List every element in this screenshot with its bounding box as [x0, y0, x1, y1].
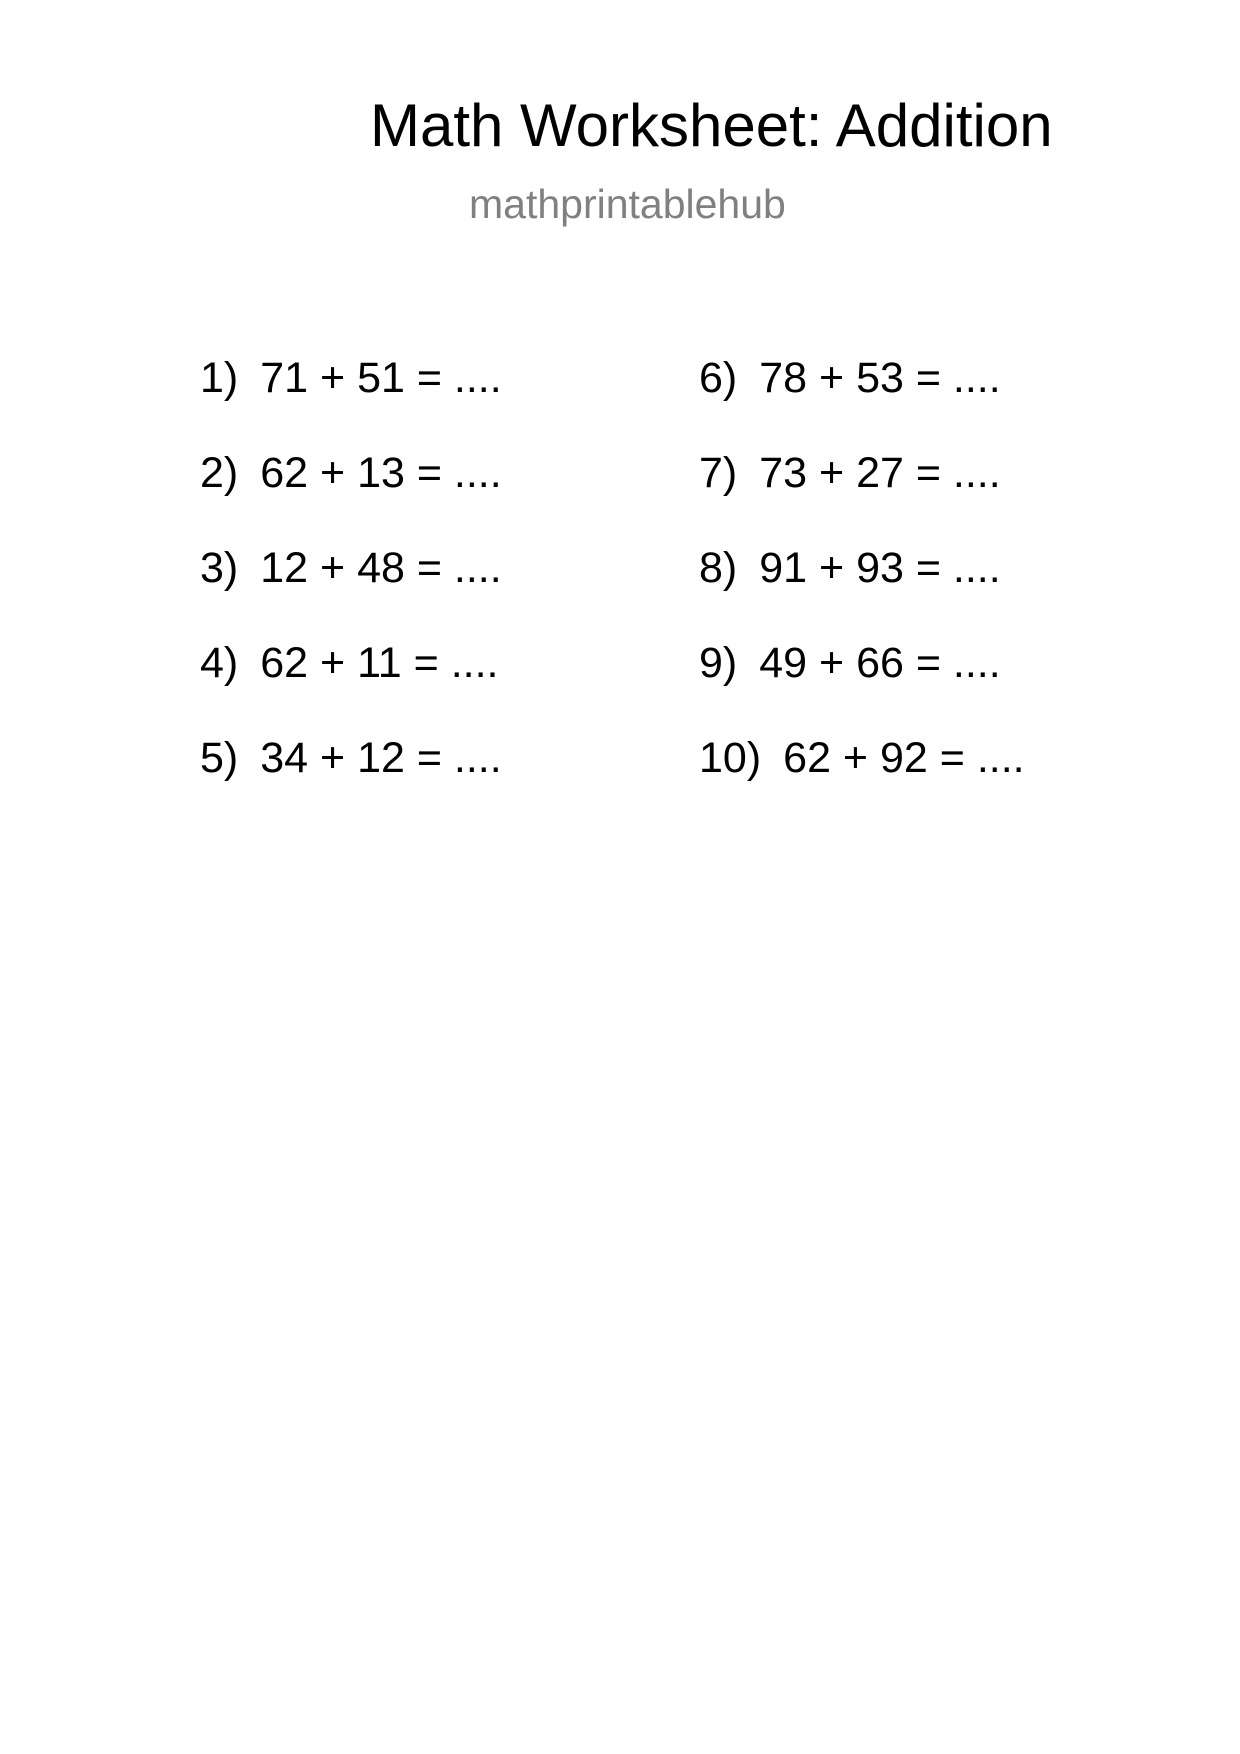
- problem-5: [200, 734, 502, 782]
- problem-8: [699, 544, 1001, 592]
- problem-9: [699, 639, 1001, 687]
- problem-expression: 62 + 92 = ....: [783, 734, 1025, 782]
- problem-number: 9): [699, 639, 738, 687]
- problem-expression: 12 + 48 = ....: [260, 544, 502, 592]
- problem-expression: 62 + 13 = ....: [260, 449, 502, 497]
- problem-10: [699, 734, 1025, 782]
- problem-expression: 62 + 11 = ....: [260, 639, 499, 687]
- problem-number: 4): [200, 639, 239, 687]
- problem-2: [200, 449, 502, 497]
- problem-expression: 91 + 93 = ....: [759, 544, 1001, 592]
- problem-number: 1): [200, 354, 239, 402]
- problem-6: [699, 354, 1001, 402]
- problem-4: [200, 639, 499, 687]
- problem-number: 7): [699, 449, 738, 497]
- problem-number: 6): [699, 354, 738, 402]
- page-subtitle: mathprintablehub: [469, 181, 786, 227]
- problem-3: [200, 544, 502, 592]
- problem-expression: 71 + 51 = ....: [260, 354, 502, 402]
- problem-expression: 73 + 27 = ....: [759, 449, 1001, 497]
- problem-expression: 34 + 12 = ....: [260, 734, 502, 782]
- page-title: Math Worksheet: Addition: [370, 92, 1053, 159]
- problem-7: [699, 449, 1001, 497]
- problem-1: [200, 354, 502, 402]
- problem-number: 3): [200, 544, 239, 592]
- problem-expression: 78 + 53 = ....: [759, 354, 1001, 402]
- problem-expression: 49 + 66 = ....: [759, 639, 1001, 687]
- problem-number: 5): [200, 734, 239, 782]
- problem-number: 2): [200, 449, 239, 497]
- problem-number: 8): [699, 544, 738, 592]
- problem-number: 10): [699, 734, 762, 782]
